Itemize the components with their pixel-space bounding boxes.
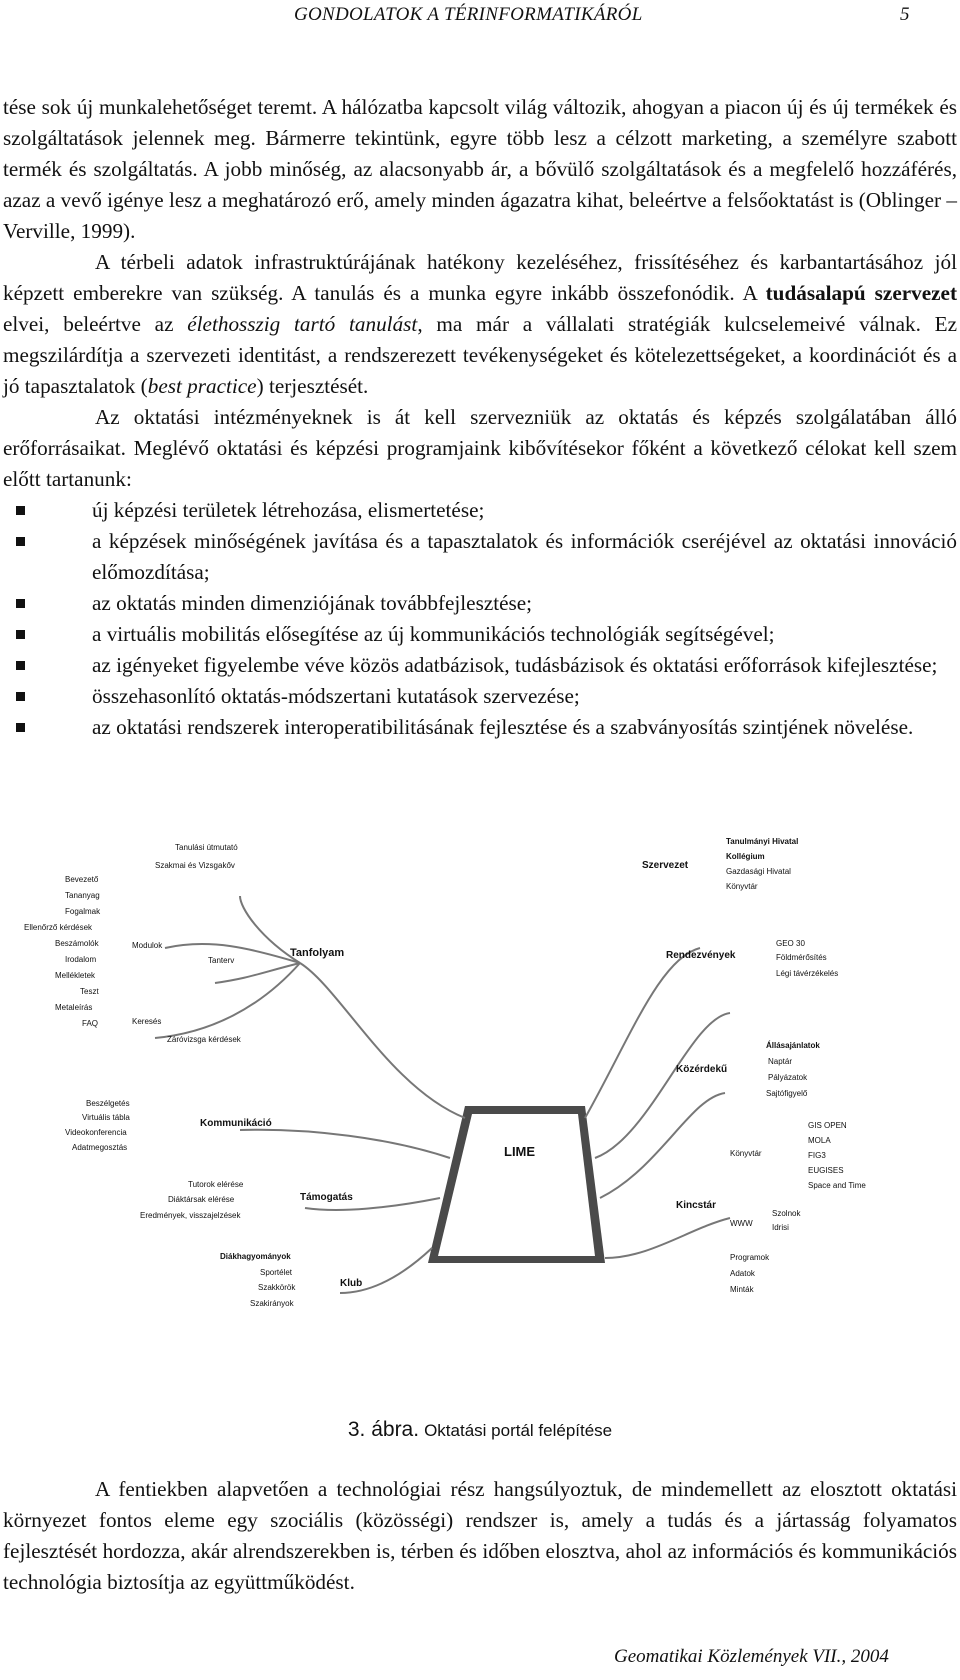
szervezet-items [726, 838, 798, 891]
modulok-items [24, 875, 101, 1028]
kommunikacio-items [65, 1099, 130, 1152]
www-items [772, 1209, 801, 1232]
rendezvenyek-items [776, 939, 838, 978]
konyvtar-item: GIS OPEN [808, 1121, 847, 1130]
running-head [0, 4, 960, 26]
paragraph-3 [3, 402, 957, 495]
konyvtar-item: EUGISES [808, 1166, 844, 1175]
kommunikacio-item: Adatmegosztás [72, 1143, 128, 1152]
tamogatas-items [140, 1180, 244, 1220]
paragraph-2-italic-2: best practice [147, 374, 257, 398]
center-label: LIME [504, 1144, 536, 1159]
tamogatas-item: Diáktársak elérése [168, 1195, 235, 1204]
modulok-item: Ellenőrző kérdések [24, 923, 93, 932]
klub-item: Diákhagyományok [220, 1252, 291, 1261]
klub-items [220, 1252, 296, 1308]
modulok-item: FAQ [82, 1019, 99, 1028]
node-szakmai: Szakmai és Vizsgakőv [155, 861, 235, 870]
klub-item: Szakkörök [258, 1283, 296, 1292]
kommunikacio-item: Videokonferencia [65, 1128, 127, 1137]
list-item: az igényeket figyelembe véve közös adatbázisok, tudásbázisok és oktatási erőforrások kifejlesztése; [92, 650, 957, 681]
konyvtar-item: Space and Time [808, 1181, 866, 1190]
branch-tanfolyam [300, 963, 465, 1118]
konyvtar-item: MOLA [808, 1136, 831, 1145]
node-www: WWW [730, 1219, 753, 1228]
node-tanulasi-utmutato: Tanulási útmutató [175, 843, 238, 852]
kommunikacio-item: Beszélgetés [86, 1099, 130, 1108]
page-number: 5 [900, 4, 910, 25]
node-tamogatas: Támogatás [300, 1192, 353, 1203]
node-konyvtar: Könyvtár [730, 1149, 762, 1158]
rendezvenyek-item: GEO 30 [776, 939, 805, 948]
portal-mindmap-figure [10, 838, 950, 1378]
branch-rendezvenyek [595, 1013, 730, 1158]
kincstar-item: Minták [730, 1285, 754, 1294]
szervezet-item: Kollégium [726, 852, 765, 861]
paragraph-2-italic: élethosszig tartó tanulást [187, 312, 418, 336]
kozerdeku-items [766, 1041, 820, 1098]
branch-tanterv [215, 963, 300, 983]
modulok-item: Teszt [80, 987, 99, 996]
branch-szervezet [585, 948, 700, 1118]
node-modulok: Modulok [132, 941, 163, 950]
node-rendezvenyek: Rendezvények [666, 950, 736, 961]
paragraph-2-text-c: elvei, beleértve az [3, 312, 188, 336]
figure-caption-text: Oktatási portál felépítése [424, 1421, 613, 1440]
szervezet-item: Tanulmányi Hivatal [726, 838, 799, 846]
list-item: az oktatás minden dimenziójának továbbfejlesztése; [92, 588, 957, 619]
node-kommunikacio: Kommunikáció [200, 1118, 272, 1129]
body-text-2 [3, 1474, 957, 1598]
list-item: összehasonlító oktatás-módszertani kutatások szervezése; [92, 681, 957, 712]
szervezet-item: Könyvtár [726, 882, 758, 891]
tamogatas-item: Tutorok elérése [188, 1180, 244, 1189]
paragraph-4: A fentiekben alapvetően a technológiai rész hangsúlyoztuk, de mindemellett az elosztott oktatási környezet fontos eleme egy szociális (közösségi) rendszer is, amely a tudás és a jártasság folyamatos fejlesztését hordozza, akár alrendszerekben is, térben és időben elosztva, ahol az információs és kommunikációs technológia biztosítja az együttműködést. [3, 1477, 957, 1594]
kommunikacio-item: Virtuális tábla [82, 1113, 130, 1122]
list-item: az oktatási rendszerek interoperatibilitásának fejlesztése és a szabványosítás szintjének növelése. [92, 712, 957, 743]
klub-item: Sportélet [260, 1268, 293, 1277]
www-item: Szolnok [772, 1209, 801, 1218]
node-szervezet: Szervezet [642, 860, 689, 871]
goal-list [3, 495, 957, 743]
klub-item: Szakirányok [250, 1299, 294, 1308]
modulok-item: Tananyag [65, 891, 100, 900]
paragraph-3-text: Az oktatási intézményeknek is át kell szervezniük az oktatás és képzés szolgálatában álló erőforrásaikat. Meglévő oktatási és képzési programjaink kibővítésekor főként a következő célokat kell szem előtt tartanunk: [3, 405, 957, 491]
kincstar-item: Programok [730, 1253, 770, 1262]
modulok-item: Bevezető [65, 875, 99, 884]
node-tanterv: Tanterv [208, 956, 235, 965]
body-text [3, 92, 957, 743]
modulok-item: Beszámolók [55, 939, 99, 948]
node-zarovizsga: Záróvizsga kérdések [167, 1035, 241, 1044]
branch-kincstar [605, 1218, 730, 1258]
kozerdeku-item: Naptár [768, 1057, 793, 1066]
paragraph-2-text-g: ) terjesztését. [256, 374, 369, 398]
mindmap-svg [10, 838, 950, 1378]
kincstar-items [730, 1253, 770, 1294]
tamogatas-item: Eredmények, visszajelzések [140, 1211, 241, 1220]
node-kincstar: Kincstár [676, 1200, 717, 1211]
szervezet-item: Gazdasági Hivatal [726, 867, 791, 876]
modulok-item: Metaleírás [55, 1003, 93, 1012]
figure-caption [0, 1418, 960, 1442]
paragraph-2-text-e: , ma már a vállalati stratégiák kulcselemeivé válnak. Ez megszilárdítja a szervezeti identitást, a rendszerezett tevékenységeket és kötelezettségeket, a koordinációt és a jó tapasztalatok ( [3, 312, 957, 398]
kozerdeku-item: Sajtófigyelő [766, 1089, 808, 1098]
www-item: Idrisi [772, 1223, 789, 1232]
rendezvenyek-item: Földmérősítés [776, 953, 827, 962]
kozerdeku-item: Pályázatok [768, 1073, 808, 1082]
branch-kereses [155, 963, 300, 1038]
kozerdeku-item: Állásajánlatok [766, 1041, 820, 1050]
paragraph-1 [3, 92, 957, 247]
node-kozerdeku: Közérdekű [676, 1064, 728, 1075]
list-item: a képzések minőségének javítása és a tapasztalatok és információk cseréjével az oktatási innováció előmozdítása; [92, 526, 957, 588]
branch-kozerdeku [600, 1093, 725, 1198]
paragraph-2-bold: tudásalapú szervezet [765, 281, 957, 305]
right-branches [585, 948, 730, 1258]
rendezvenyek-item: Légi távérzékelés [776, 969, 839, 978]
branch-kommunikacio [240, 1130, 450, 1158]
paragraph-2-text-a: A térbeli adatok infrastruktúrájának hatékony kezeléséhez, frissítéséhez és karbantartásához jól képzett emberekre van szükség. A tanulás és a munka egyre inkább összefonódik. A [3, 250, 957, 305]
list-item: a virtuális mobilitás elősegítése az új kommunikációs technológiák segítségével; [92, 619, 957, 650]
konyvtar-item: FIG3 [808, 1151, 826, 1160]
footer: Geomatikai Közlemények VII., 2004 [614, 1646, 889, 1667]
modulok-item: Fogalmak [65, 907, 101, 916]
list-item: új képzési területek létrehozása, elismertetése; [92, 495, 957, 526]
node-kereses: Keresés [132, 1017, 162, 1026]
node-klub: Klub [340, 1278, 363, 1289]
konyvtar-items [808, 1121, 866, 1190]
kincstar-item: Adatok [730, 1269, 755, 1278]
node-tanfolyam: Tanfolyam [290, 947, 345, 959]
figure-number: 3. ábra. [347, 1418, 420, 1441]
running-title: GONDOLATOK A TÉRINFORMATIKÁRÓL [294, 4, 643, 25]
modulok-item: Irodalom [65, 955, 97, 964]
modulok-item: Mellékletek [55, 971, 96, 980]
paragraph-1-text: tése sok új munkalehetőséget teremt. A hálózatba kapcsolt világ változik, ahogyan a piacon új és új termékek és szolgáltatások jelennek meg. Bármerre tekintünk, egyre több lesz a célzott marketing, a személyre szabott termék és szolgáltatás. A jobb minőség, az alacsonyabb ár, a bővülő szolgáltatások és a megfelelő hozzáférés, azaz a vevő igénye lesz a meghatározó erő, amely minden ágazatra kihat, beleértve a felsőoktatást is (Oblinger – Verville, 1999). [3, 95, 957, 243]
paragraph-2 [3, 247, 957, 402]
